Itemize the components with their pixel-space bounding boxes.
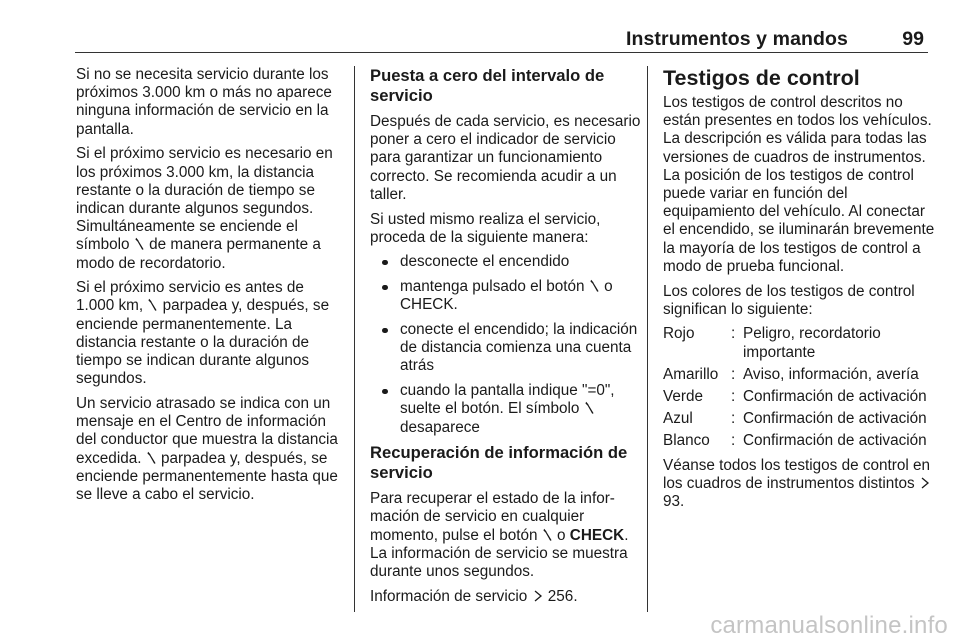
wrench-icon xyxy=(135,237,144,250)
table-row: Verde : Confirmación de activación xyxy=(663,388,927,406)
wrench-icon xyxy=(147,451,156,464)
paragraph-diy-intro: Si usted mismo realiza el servicio, proceda de la siguiente manera: xyxy=(370,210,601,246)
column-divider-1 xyxy=(354,66,355,612)
wrench-icon xyxy=(543,528,552,541)
paragraph-service-3000: Si el próximo servicio es necesario en los próximos 3.000 km, la distancia restante o la duración de tiempo se indican durante algunos segundos. Simultáneamente se enciende el símbolo de manera permanente a modo de recordatorio. xyxy=(76,145,333,272)
check-button-label: CHECK xyxy=(569,526,625,544)
page-number: 99 xyxy=(902,28,924,50)
wrench-icon xyxy=(585,401,594,414)
list-item: cuando la pantalla indique "=0", suelte el botón. El símbolo desaparece xyxy=(370,382,642,437)
page-title: Instrumentos y mandos xyxy=(625,28,848,50)
list-item: mantenga pulsado el botón o CHECK. xyxy=(370,278,642,314)
list-item: desconecte el encendido xyxy=(370,253,642,271)
table-row: Blanco : Confirmación de activación xyxy=(663,432,927,450)
page-reference-link[interactable]: 256. xyxy=(547,587,578,605)
wrench-icon xyxy=(590,279,599,292)
column-3 xyxy=(663,66,935,518)
table-row: Amarillo : Aviso, información, avería xyxy=(663,365,919,383)
page-header xyxy=(75,26,928,53)
wrench-icon xyxy=(148,298,157,311)
table-row: Rojo : Peligro, recordatorio importante xyxy=(663,325,881,361)
column-1 xyxy=(76,66,346,511)
color-meaning-table xyxy=(663,325,935,450)
heading-control-lights: Testigos de control xyxy=(663,66,860,90)
table-row: Azul : Confirmación de activación xyxy=(663,410,927,428)
list-item: conecte el encendido; la indicación de distancia comienza una cuenta atrás xyxy=(370,321,642,376)
paragraph-retrieve: Para recuperar el estado de la información de servicio en cualquier momento, pulse el botón o CHECK. La información de servicio se muestra durante unos segundos. xyxy=(370,490,629,581)
paragraph-service-reference: Información de servicio 256. xyxy=(370,587,578,605)
page-reference-arrow-icon xyxy=(533,590,543,602)
page-reference-arrow-icon xyxy=(920,477,930,489)
paragraph-service-overdue: Un servicio atrasado se indica con un mensaje en el Centro de información del conductor que muestra la distancia excedida. parpadea y, después, se enciende permanentemente hasta que se lleve a cabo el servicio. xyxy=(76,394,338,503)
paragraph-colors-intro: Los colores de los testigos de control significan lo siguiente: xyxy=(663,282,915,318)
heading-retrieve-service-info: Recuperación de información de servicio xyxy=(370,443,628,482)
page-reference-link[interactable]: 93. xyxy=(663,493,685,511)
paragraph-no-service: Si no se necesita servicio durante los próximos 3.000 km o más no aparece ninguna información de servicio en la pantalla. xyxy=(76,66,332,138)
paragraph-reset-intro: Después de cada servicio, es necesario poner a cero el indicador de servicio para garantizar un funcionamiento correcto. Se recomienda acudir a un taller. xyxy=(370,113,641,203)
column-divider-2 xyxy=(647,66,648,612)
paragraph-control-lights-intro: Los testigos de control descritos no están presentes en todos los vehículos. La descripción es válida para todas las versiones de cuadros de instrumentos. La posición de los testigos de control puede variar en función del equipamiento del vehículo. Al conectar el encendido, se iluminarán brevemente la mayoría de los testigos de control a modo de prueba funcional. xyxy=(663,94,935,275)
reset-steps-list xyxy=(370,253,642,436)
column-2 xyxy=(370,66,642,612)
heading-reset-interval: Puesta a cero del intervalo de servicio xyxy=(370,66,605,105)
paragraph-see-all-lights: Véanse todos los testigos de control en los cuadros de instrumentos distintos 93. xyxy=(663,456,931,511)
paragraph-service-1000: Si el próximo servicio es antes de 1.000 km, parpadea y, después, se enciende permanentemente. La distancia restante o la duración de tiempo se indican durante algunos segundos. xyxy=(76,279,330,388)
watermark: carmanualsonline.info xyxy=(710,612,948,639)
